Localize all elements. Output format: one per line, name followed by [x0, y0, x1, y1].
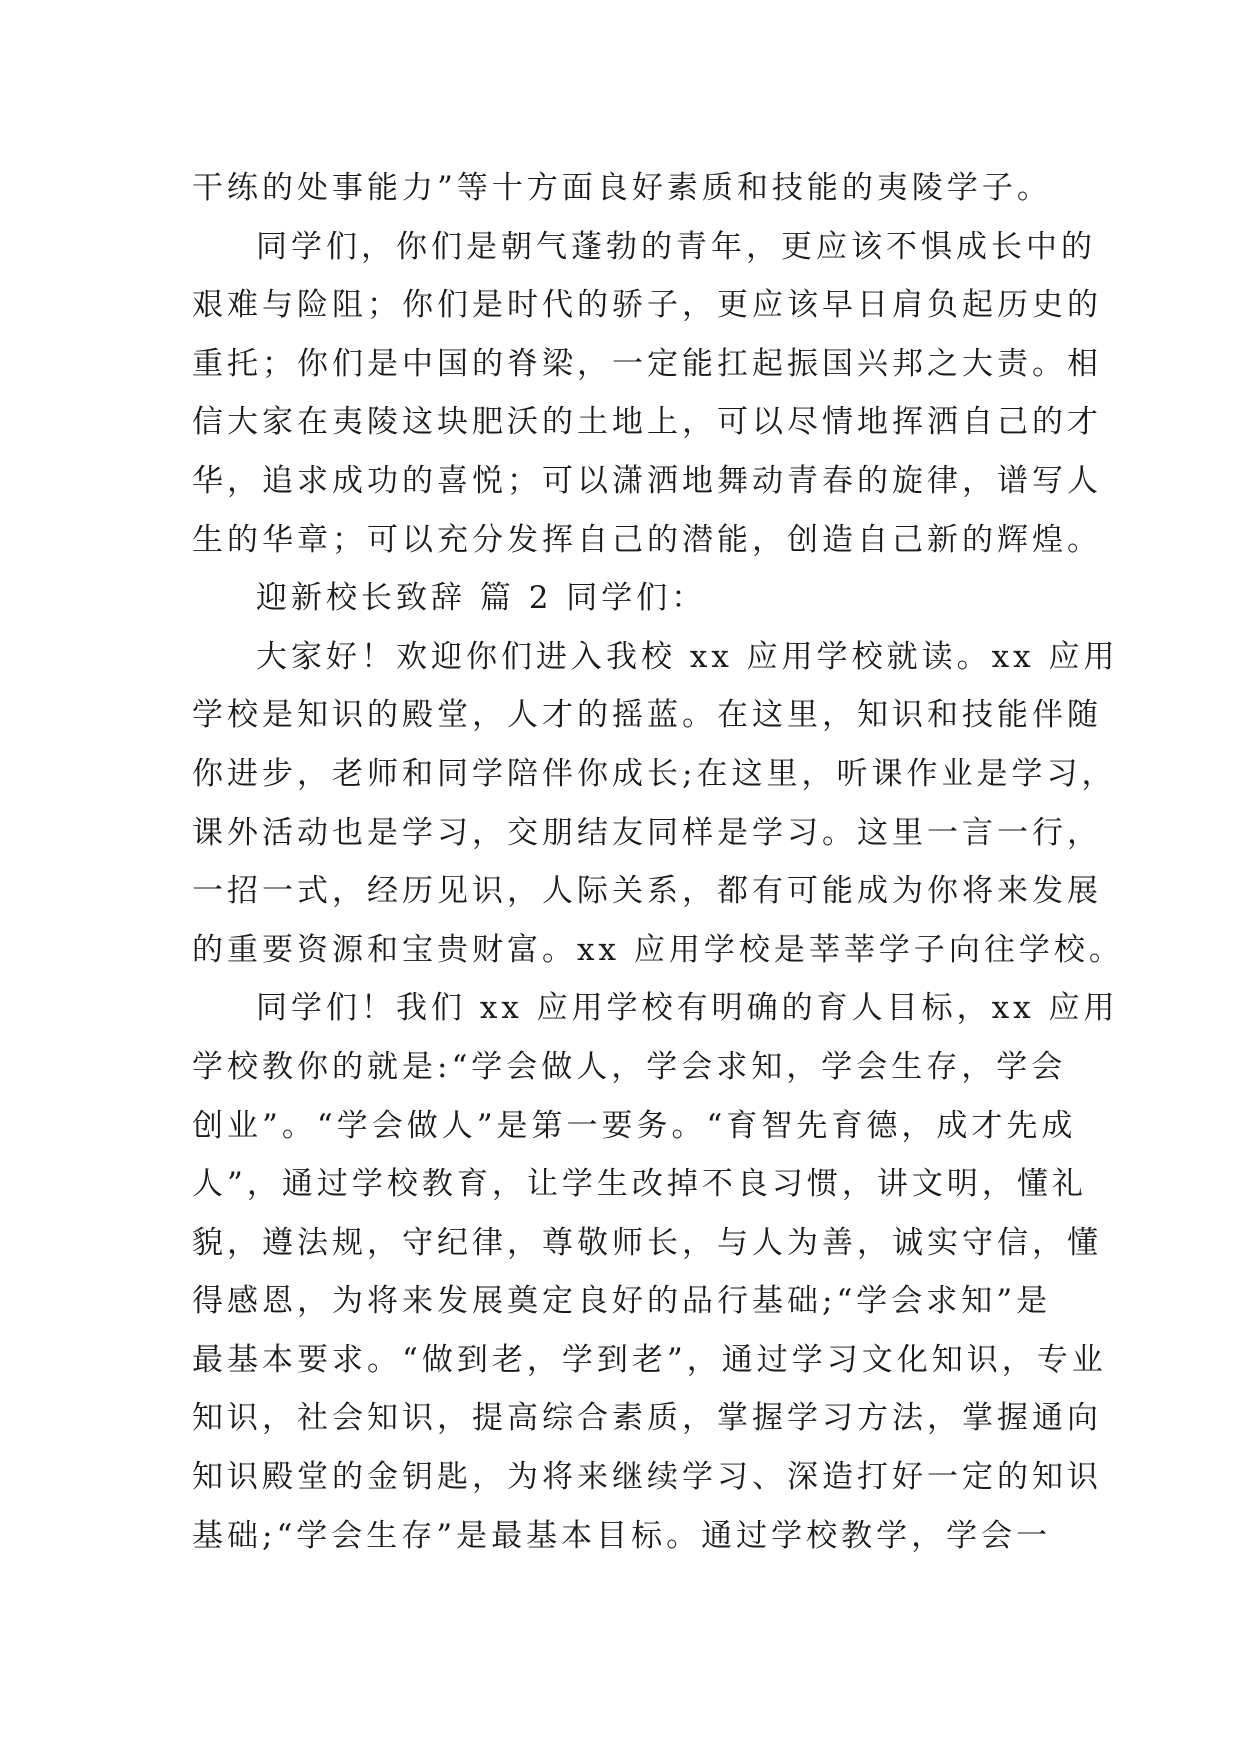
body-text: [192, 159, 1124, 1565]
text-line: 知识，社会知识，提高综合素质，掌握学习方法，掌握通向: [192, 1400, 1102, 1437]
text-line: 你进步，老师和同学陪伴你成长;在这里，听课作业是学习，: [192, 755, 1117, 792]
text-line: 同学们，你们是朝气蓬勃的青年，更应该不惧成长中的: [256, 228, 1096, 265]
text-line: 同学们！我们 xx 应用学校有明确的育人目标，xx 应用: [256, 990, 1119, 1027]
text-line: 貌，遵法规，守纪律，尊敬师长，与人为善，诚实守信，懂: [192, 1224, 1102, 1261]
text-line: 重托；你们是中国的脊梁，一定能扛起振国兴邦之大责。相: [192, 345, 1102, 382]
text-line: 最基本要求。“做到老，学到老”，通过学习文化知识，专业: [192, 1341, 1107, 1378]
text-line: 干练的处事能力”等十方面良好素质和技能的夷陵学子。: [192, 170, 1052, 206]
text-line: 知识殿堂的金钥匙，为将来继续学习、深造打好一定的知识: [192, 1459, 1102, 1496]
text-line: 一招一式，经历见识，人际关系，都有可能成为你将来发展: [192, 873, 1102, 910]
text-line: 得感恩，为将来发展奠定良好的品行基础;“学会求知”是: [192, 1283, 1052, 1320]
text-line: 基础;“学会生存”是最基本目标。通过学校教学，学会一: [192, 1517, 1052, 1554]
text-line: 的重要资源和宝贵财富。xx 应用学校是莘莘学子向往学校。: [192, 931, 1124, 968]
text-line: 创业”。“学会做人”是第一要务。“育智先育德，成才先成: [192, 1107, 1077, 1144]
text-line: 信大家在夷陵这块肥沃的土地上，可以尽情地挥洒自己的才: [192, 404, 1102, 441]
text-line: 艰难与险阻；你们是时代的骄子，更应该早日肩负起历史的: [192, 287, 1102, 324]
text-line: 迎新校长致辞 篇 2 同学们：: [256, 580, 707, 617]
text-line: 生的华章；可以充分发挥自己的潜能，创造自己新的辉煌。: [192, 521, 1102, 558]
text-line: 课外活动也是学习，交朋结友同样是学习。这里一言一行，: [192, 814, 1102, 851]
text-line: 学校教你的就是:“学会做人，学会求知，学会生存，学会: [192, 1048, 1067, 1085]
text-line: 华，追求成功的喜悦；可以潇洒地舞动青春的旋律，谱写人: [192, 462, 1102, 499]
text-line: 学校是知识的殿堂，人才的摇蓝。在这里，知识和技能伴随: [192, 697, 1102, 734]
text-line: 大家好！欢迎你们进入我校 xx 应用学校就读。xx 应用: [256, 638, 1119, 675]
text-line: 人”，通过学校教育，让学生改掉不良习惯，讲文明，懂礼: [192, 1166, 1087, 1203]
